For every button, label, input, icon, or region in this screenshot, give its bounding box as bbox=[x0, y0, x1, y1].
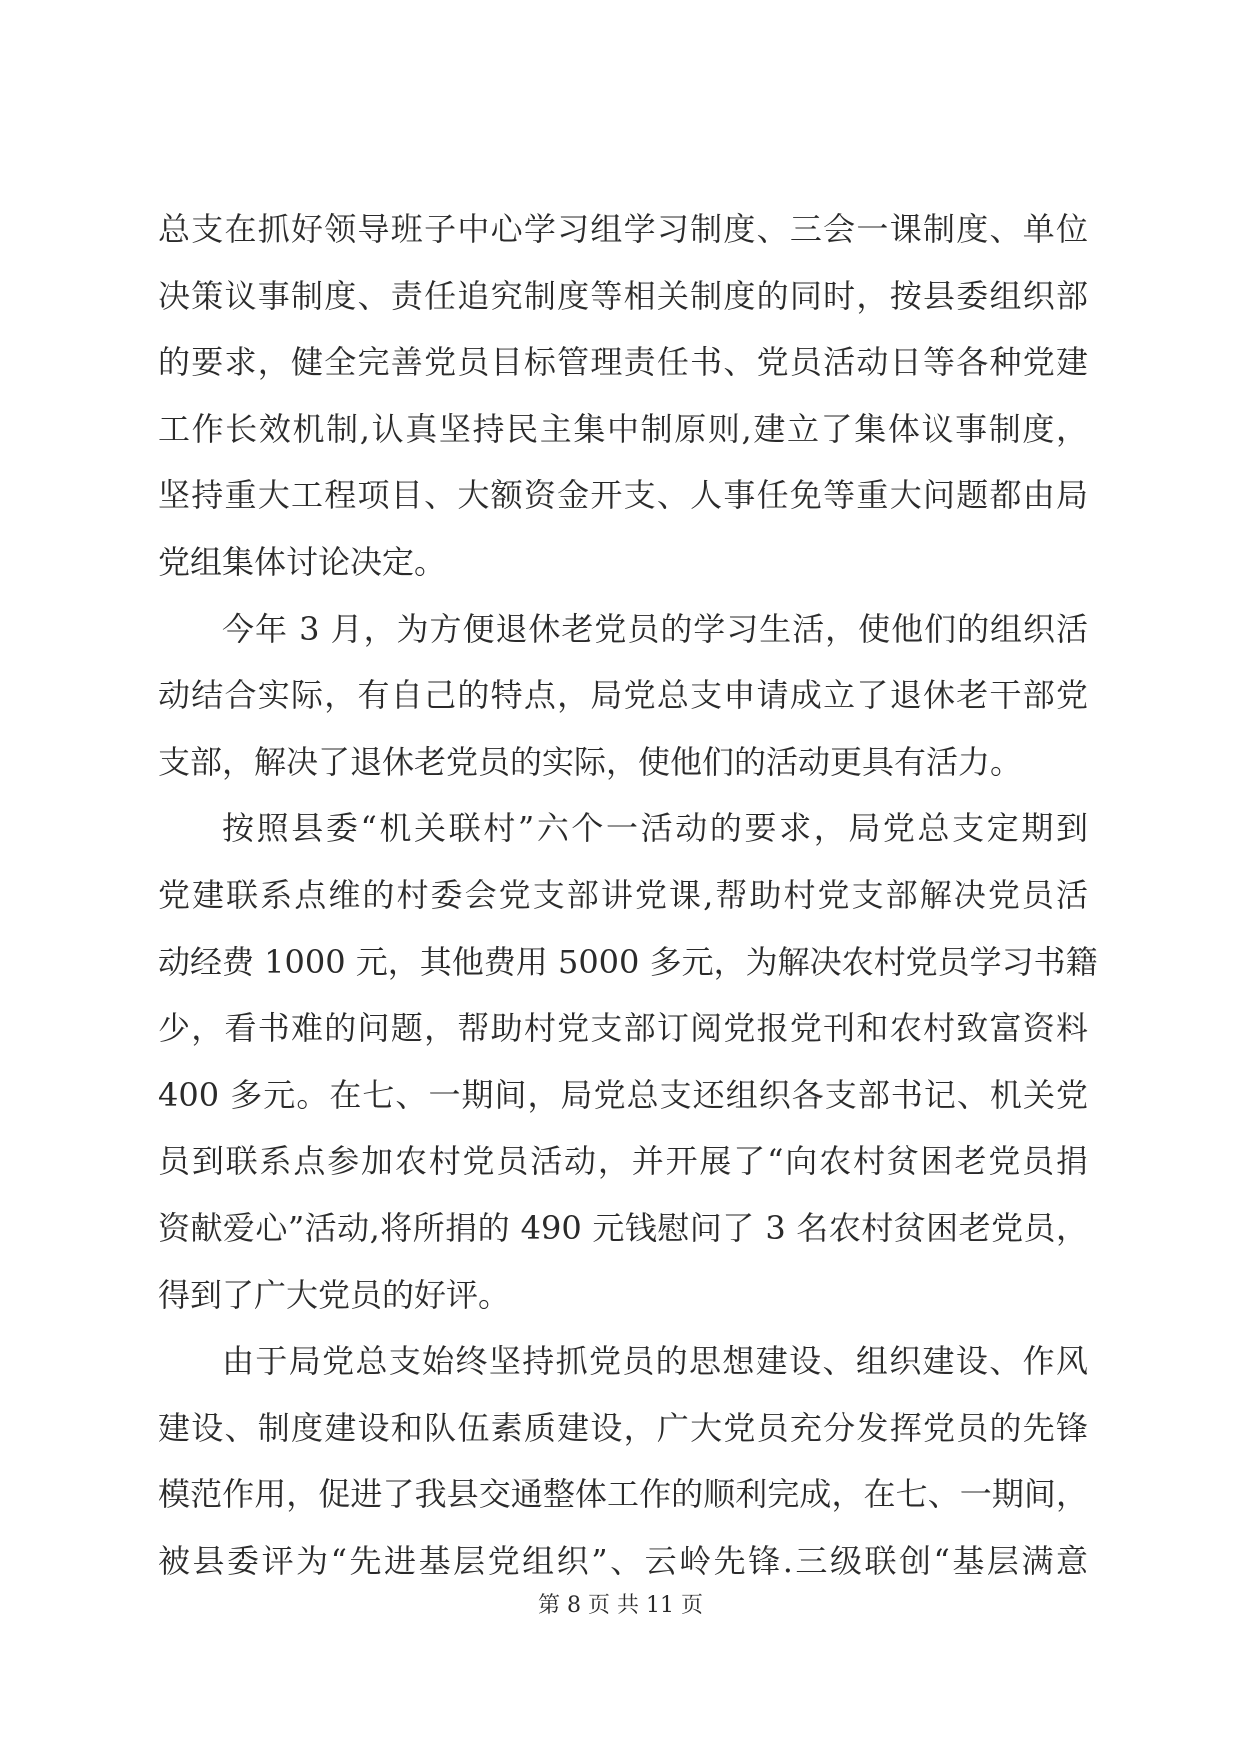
text-line: 模范作用，促进了我县交通整体工作的顺利完成，在七、一期间， bbox=[158, 1475, 1088, 1514]
paragraph-4 bbox=[158, 1328, 1088, 1594]
text-line: 动结合实际，有自己的特点，局党总支申请成立了退休老干部党 bbox=[158, 676, 1088, 715]
text-line: 工作长效机制,认真坚持民主集中制原则,建立了集体议事制度， bbox=[158, 409, 1088, 448]
text-line: 由于局党总支始终坚持抓党员的思想建设、组织建设、作风 bbox=[222, 1342, 1088, 1381]
paragraph-1 bbox=[158, 196, 1088, 596]
text-line: 动经费 1000 元，其他费用 5000 多元，为解决农村党员学习书籍 bbox=[158, 942, 1098, 981]
text-line: 建设、制度建设和队伍素质建设，广大党员充分发挥党员的先锋 bbox=[158, 1408, 1088, 1447]
text-line: 今年 3 月，为方便退休老党员的学习生活，使他们的组织活 bbox=[222, 609, 1088, 648]
text-line: 被县委评为“先进基层党组织”、云岭先锋.三级联创“基层满意 bbox=[158, 1541, 1088, 1580]
body-text bbox=[158, 196, 1098, 1594]
text-line: 得到了广大党员的好评。 bbox=[158, 1275, 511, 1314]
paragraph-2 bbox=[158, 596, 1088, 796]
text-line: 员到联系点参加农村党员活动，并开展了“向农村贫困老党员捐 bbox=[158, 1142, 1088, 1181]
page-number-footer: 第 8 页 共 11 页 bbox=[538, 1593, 703, 1618]
text-line: 按照县委“机关联村”六个一活动的要求，局党总支定期到 bbox=[222, 809, 1088, 848]
text-line: 少，看书难的问题，帮助村党支部订阅党报党刊和农村致富资料 bbox=[158, 1009, 1088, 1048]
text-line: 决策议事制度、责任追究制度等相关制度的同时，按县委组织部 bbox=[158, 276, 1088, 315]
text-line: 400 多元。在七、一期间，局党总支还组织各支部书记、机关党 bbox=[158, 1075, 1088, 1114]
text-line: 坚持重大工程项目、大额资金开支、人事任免等重大问题都由局 bbox=[158, 476, 1088, 515]
text-line: 总支在抓好领导班子中心学习组学习制度、三会一课制度、单位 bbox=[158, 210, 1088, 248]
text-line: 的要求，健全完善党员目标管理责任书、党员活动日等各种党建 bbox=[158, 343, 1088, 382]
text-line: 支部，解决了退休老党员的实际，使他们的活动更具有活力。 bbox=[158, 742, 1023, 781]
text-line: 党组集体讨论决定。 bbox=[158, 542, 447, 581]
text-line: 资献爱心”活动,将所捐的 490 元钱慰问了 3 名农村贫困老党员， bbox=[158, 1208, 1088, 1247]
paragraph-3 bbox=[158, 795, 1098, 1328]
text-line: 党建联系点维的村委会党支部讲党课,帮助村党支部解决党员活 bbox=[158, 875, 1088, 914]
